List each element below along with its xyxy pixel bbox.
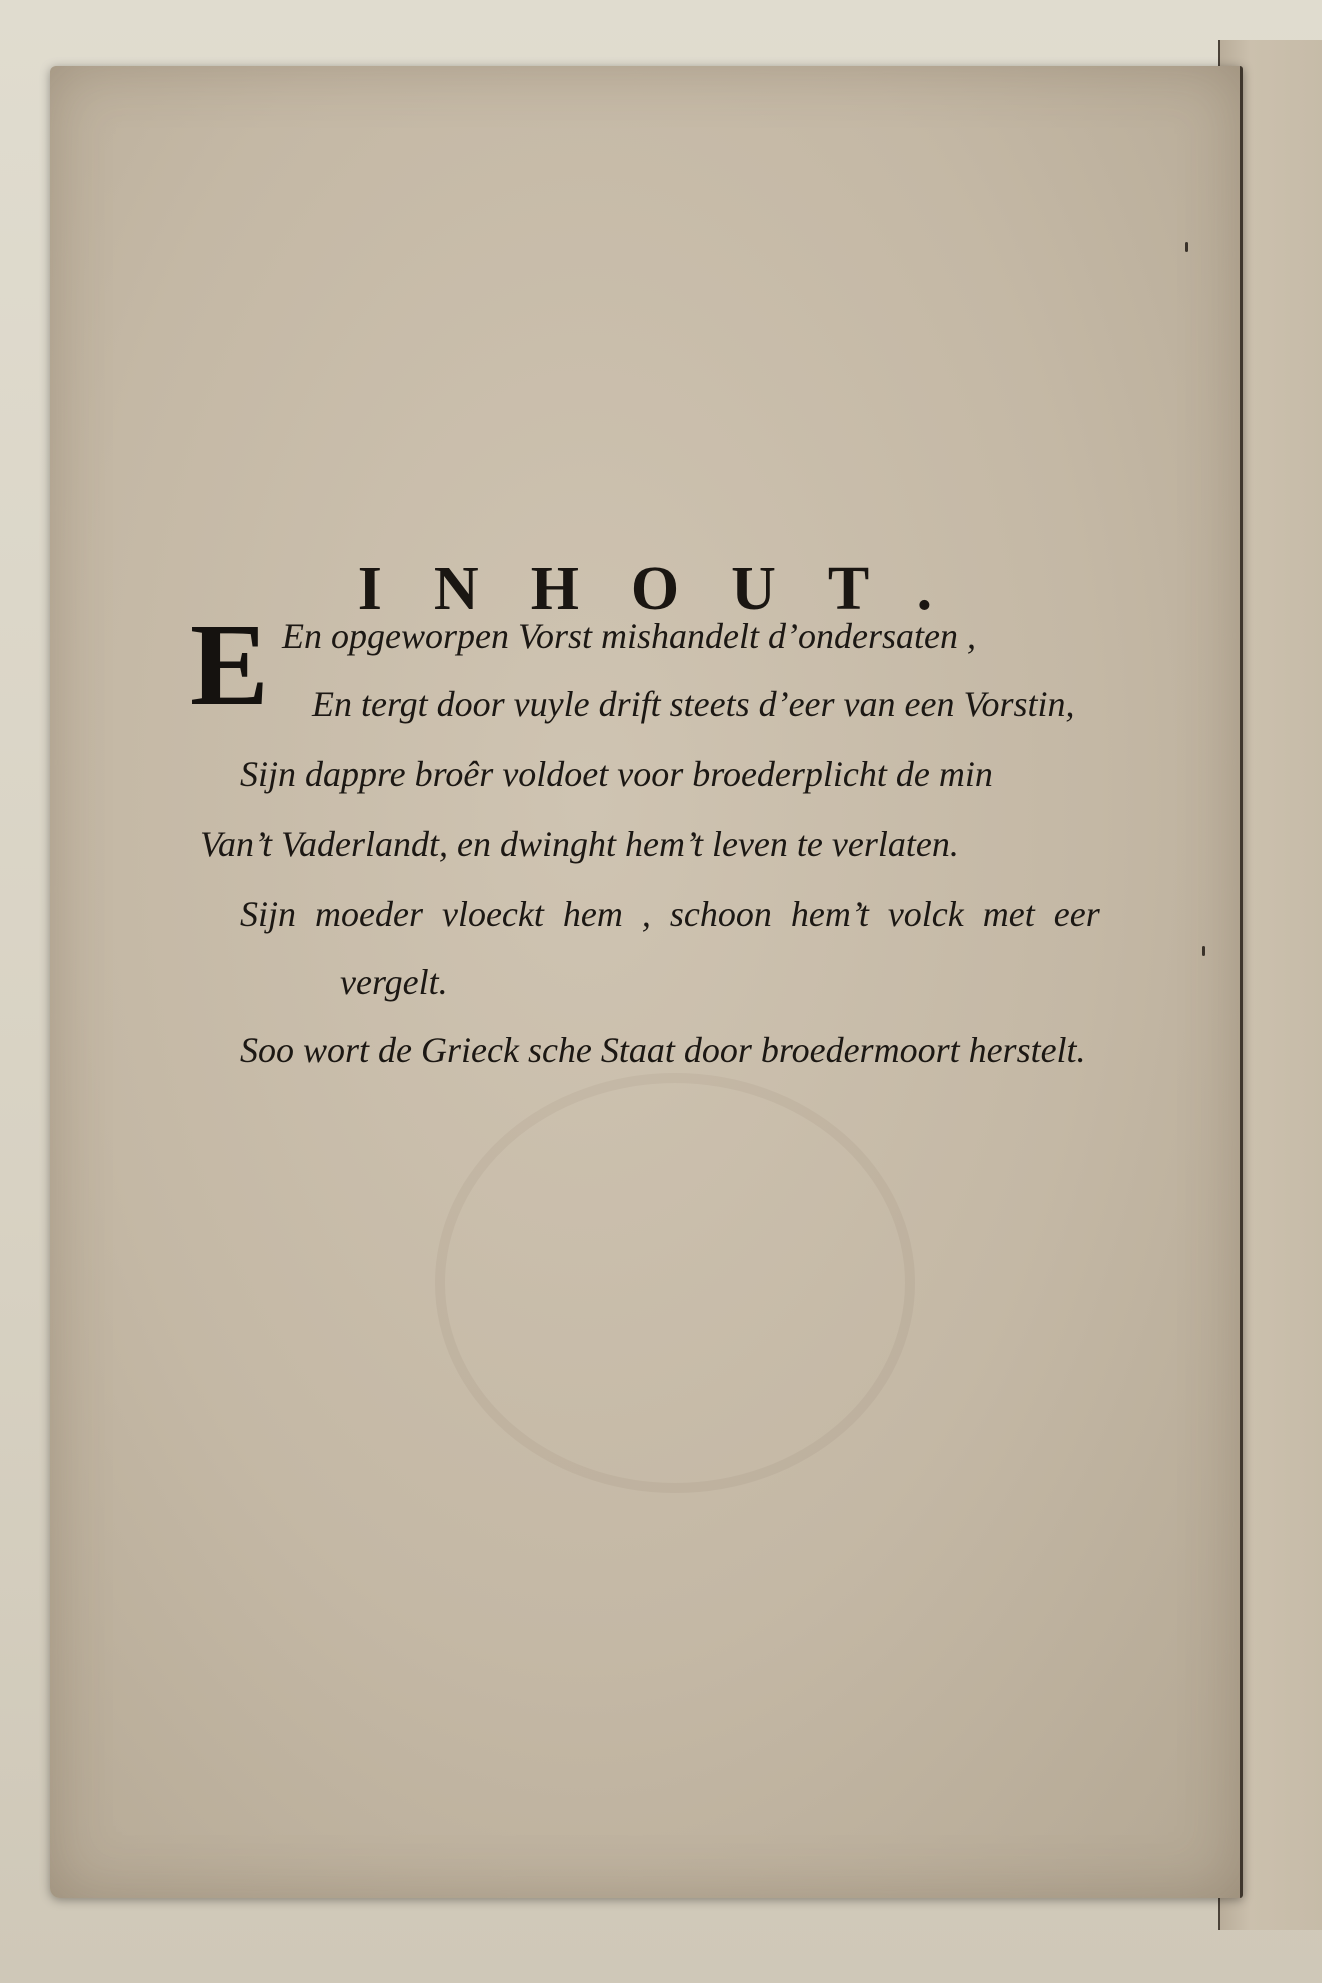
poem-line: Van’t Vaderlandt, en dwinght hem’t leven te verlaten. [200,824,959,864]
poem-block [50,66,1240,1898]
poem-line: Sijn moeder vloeckt hem , schoon hem’t volck met eer [240,894,1100,934]
poem-line: En tergt door vuyle drift steets d’eer van een Vorstin, [312,684,1075,724]
poem-line: En opgeworpen Vorst mishandelt d’ondersaten , [282,616,976,656]
poem-line: Soo wort de Grieck sche Staat door broedermoort herstelt. [240,1030,1086,1070]
poem-line: Sijn dappre broêr voldoet voor broederplicht de min [240,754,993,794]
book-page [50,66,1243,1898]
ink-speck [1185,242,1188,252]
drop-cap: E [190,599,269,730]
ink-speck [1202,946,1205,956]
page-title: INHOUT. [357,555,985,623]
poem-line: vergelt. [340,962,448,1002]
